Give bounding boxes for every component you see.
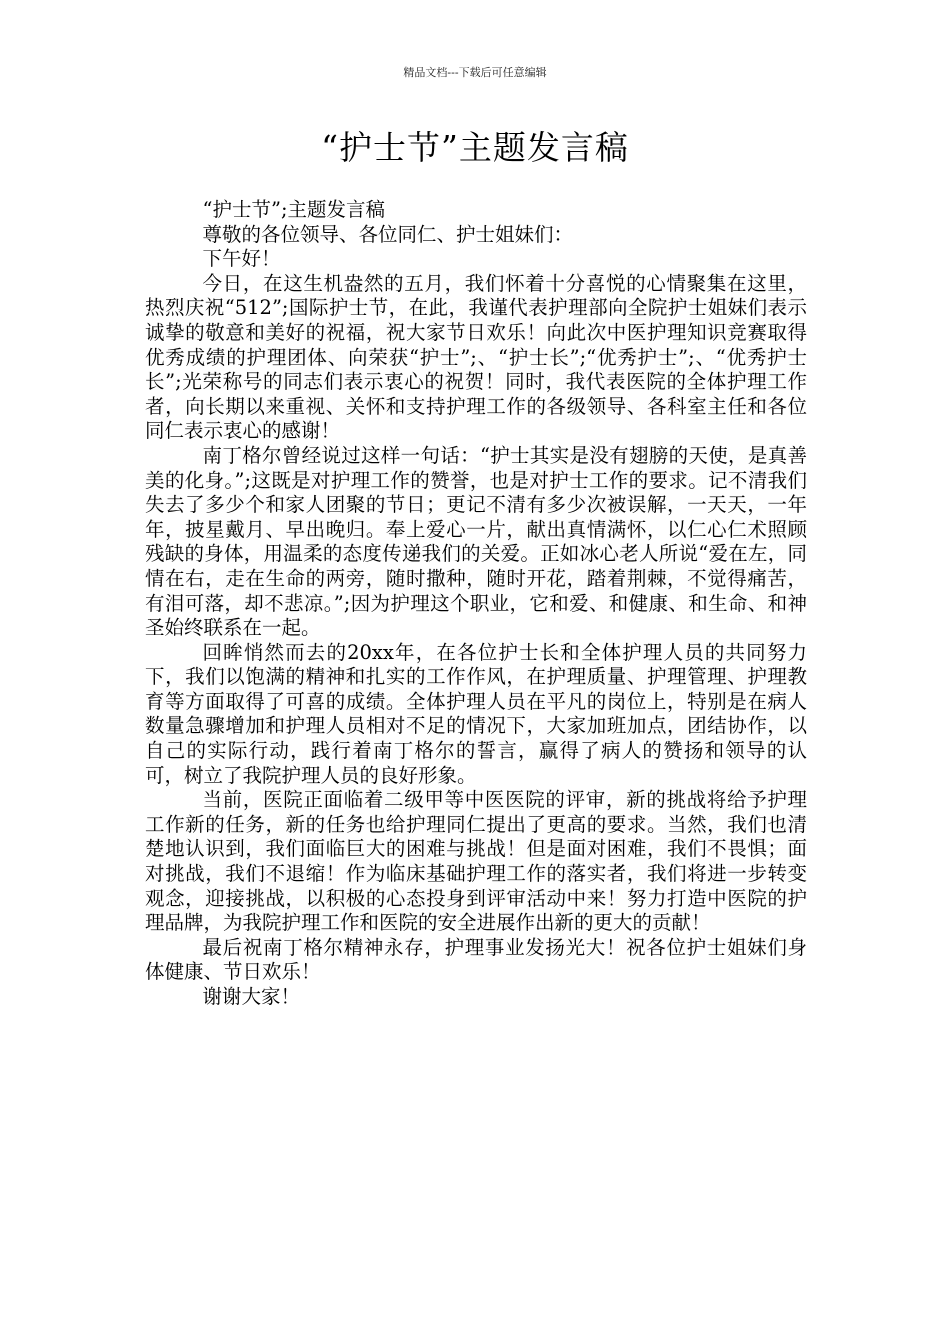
subtitle-line: “护士节”;主题发言稿 — [202, 198, 386, 221]
paragraph: 当前，医院正面临着二级甲等中医医院的评审，新的挑战将给予护理工作新的任务，新的任务也给护理同仁提出了更高的要求。当然，我们也清楚地认识到，我们面临巨大的困难与挑战！但是面对困难，我们不畏惧；面对挑战，我们不退缩！作为临床基础护理工作的落实者，我们将进一步转变观念，迎接挑战，以积极的心态投身到评审活动中来！努力打造中医院的护理品牌，为我院护理工作和医院的安全进展作出新的更大的贡献！ — [145, 788, 807, 935]
paragraph: 回眸悄然而去的20xx年，在各位护士长和全体护理人员的共同努力下，我们以饱满的精神和扎实的工作作风，在护理质量、护理管理、护理教育等方面取得了可喜的成绩。全体护理人员在平凡的岗位上，特别是在病人数量急骤增加和护理人员相对不足的情况下，大家加班加点，团结协作，以自己的实际行动，践行着南丁格尔的誓言，赢得了病人的赞扬和领导的认可，树立了我院护理人员的良好形象。 — [145, 640, 807, 787]
document-title: “护士节”主题发言稿 — [321, 128, 629, 167]
paragraph: 南丁格尔曾经说过这样一句话：“护士其实是没有翅膀的天使，是真善美的化身。”;这既是对护理工作的赞誉，也是对护士工作的要求。记不清我们失去了多少个和家人团聚的节日；更记不清有多少次被误解，一天天，一年年，披星戴月、早出晚归。奉上爱心一片，献出真情满怀，以仁心仁术照顾残缺的身体，用温柔的态度传递我们的关爱。正如冰心老人所说“爱在左，同情在右，走在生命的两旁，随时撒种，随时开花，踏着荆棘，不觉得痛苦，有泪可落，却不悲凉。”;因为护理这个职业，它和爱、和健康、和生命、和神圣始终联系在一起。 — [145, 443, 807, 640]
closing-wish: 最后祝南丁格尔精神永存，护理事业发扬光大！祝各位护士姐妹们身体健康、节日欢乐！ — [145, 935, 807, 984]
document-body — [145, 198, 807, 1010]
salutation: 尊敬的各位领导、各位同仁、护士姐妹们： — [202, 222, 574, 246]
closing-thanks: 谢谢大家！ — [202, 985, 301, 1008]
paragraph: 今日，在这生机盎然的五月，我们怀着十分喜悦的心情聚集在这里，热烈庆祝“512”;国际护士节，在此，我谨代表护理部向全院护士姐妹们表示诚挚的敬意和美好的祝福，祝大家节日欢乐！向此次中医护理知识竞赛取得优秀成绩的护理团体、向荣获“护士”;、“护士长”;“优秀护士”;、“优秀护士长”;光荣称号的同志们表示衷心的祝贺！同时，我代表医院的全体护理工作者，向长期以来重视、关怀和支持护理工作的各级领导、各科室主任和各位同仁表示衷心的感谢！ — [145, 271, 807, 443]
greeting: 下午好！ — [202, 247, 281, 271]
header-note: 精品文档---下载后可任意编辑 — [403, 66, 547, 79]
